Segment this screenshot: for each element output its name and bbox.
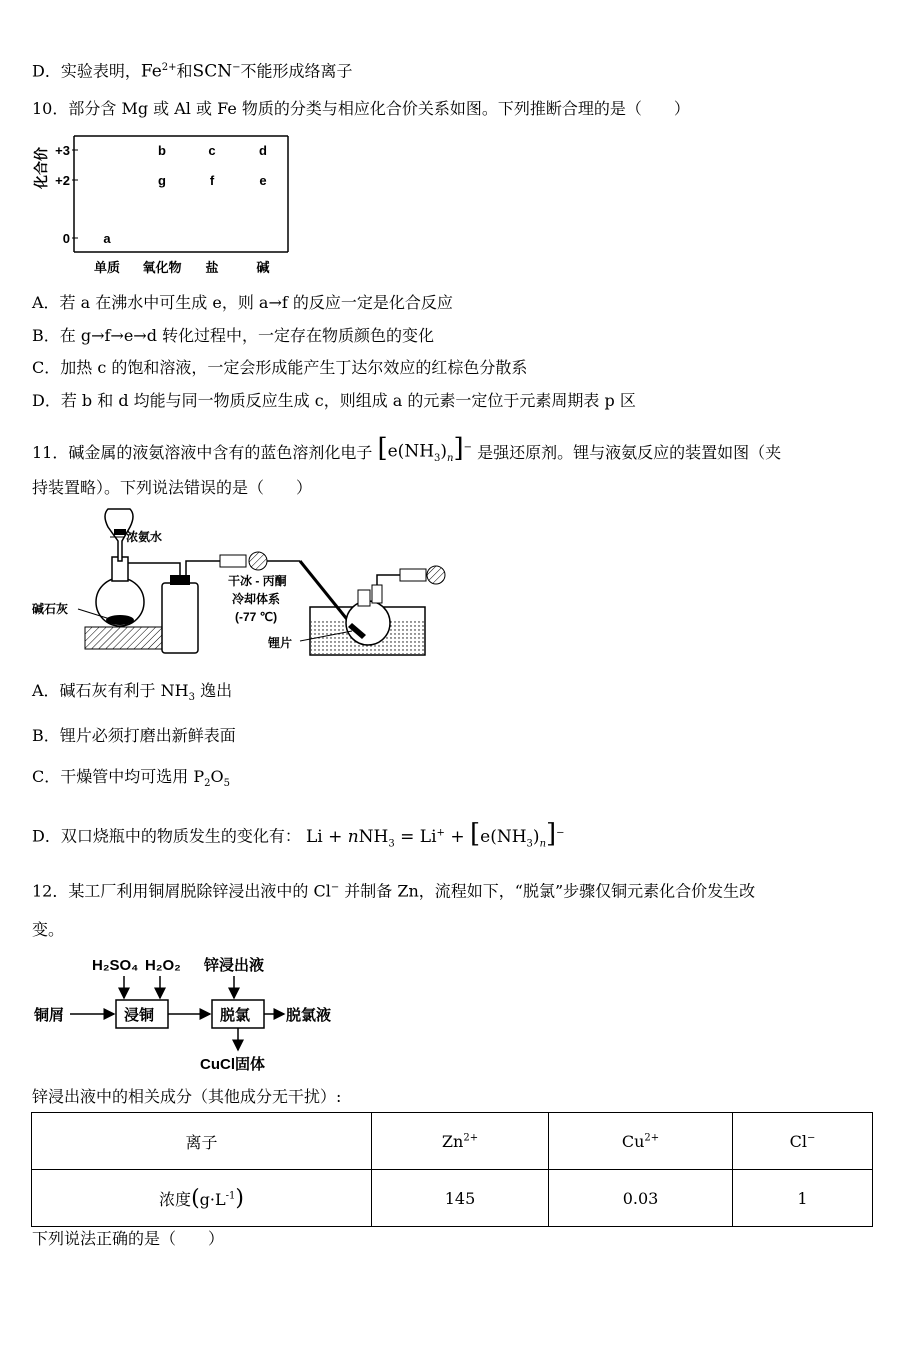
flow-step-dechlorination: 脱氯 [220, 1007, 251, 1024]
y-tick-label: +3 [55, 143, 70, 158]
flow-reagent-zinc-leachate: 锌浸出液 [204, 957, 265, 974]
flow-reagent-h2o2: H₂O₂ [145, 957, 181, 974]
q10-option-c: C．加热 c 的饱和溶液，一定会形成能产生丁达尔效应的红棕色分散系 [32, 358, 528, 377]
chart-point-a: a [103, 231, 111, 246]
label-cooling-3: (-77 ℃) [235, 610, 278, 624]
flow-output-liquid: 脱氯液 [286, 1007, 332, 1024]
header-cu: $Cu^{2+}$ [549, 1113, 733, 1170]
y-tick-label: +2 [55, 173, 70, 188]
flow-input-copper-scrap: 铜屑 [34, 1007, 65, 1024]
lithium-ammonia-apparatus [30, 505, 460, 665]
chart-point-e: e [259, 173, 267, 188]
q12-question: 下列说法正确的是（ ） [32, 1229, 225, 1248]
q11-option-a [32, 680, 232, 709]
q12-table-caption: 锌浸出液中的相关成分（其他成分无干扰）: [32, 1087, 342, 1106]
fe-charge: 2+ [161, 62, 177, 73]
q12-stem-line2: 变。 [32, 920, 65, 939]
q11-d-equation: $Li + nNH_3 = Li^+ + [e(NH_3)_n]^-$ [305, 818, 565, 850]
q11-option-d [32, 818, 565, 859]
dechlorination-flowchart [32, 952, 362, 1077]
q9-d-and: 和 [176, 61, 193, 81]
flow-reagent-h2so4: H₂SO₄ [92, 957, 139, 974]
q11-a-end: 逸出 [194, 681, 233, 700]
valence-chart-svg [32, 130, 302, 280]
q9-option-d [32, 57, 352, 82]
label-cooling-1: 干冰 - 丙酮 [228, 574, 287, 588]
q10-option-d: D．若 b 和 d 均能与同一物质反应生成 c，则组成 a 的元素一定位于元素周期表 p 区 [32, 391, 636, 410]
q12-cl-charge: − [330, 882, 340, 893]
chart-point-d: d [259, 143, 267, 158]
label-ammonia-water: 浓氨水 [126, 530, 163, 544]
q11-c-mid: O [210, 767, 224, 786]
q12-stem-end: 并制备 Zn，流程如下，“脱氯”步骤仅铜元素化合价发生改 [339, 881, 756, 901]
cell-cu-value: 0.03 [549, 1170, 733, 1227]
q10-option-b: B．在 g→f→e→d 转化过程中，一定存在物质颜色的变化 [32, 326, 435, 345]
q10-option-a: A．若 a 在沸水中可生成 e，则 a→f 的反应一定是化合反应 [32, 293, 453, 312]
flow-step-copper-leach: 浸铜 [124, 1007, 155, 1024]
q11-stem-b: 是强还原剂。锂与液氨反应的装置如图（夹 [477, 443, 782, 463]
chart-point-g: g [158, 173, 166, 188]
q11-option-b: B．锂片必须打磨出新鲜表面 [32, 726, 236, 745]
solvated-electron-formula: $[e(NH_3)_n]^-$ [377, 433, 473, 465]
label-soda-lime: 碱石灰 [32, 602, 69, 616]
ion-concentration-table [31, 1112, 873, 1227]
scn-charge: − [232, 62, 241, 73]
header-zn: $Zn^{2+}$ [372, 1113, 549, 1170]
x-category-label: 氧化物 [142, 260, 182, 275]
q9-d-prefix: D．实验表明， [32, 61, 141, 81]
q11-stem-line2: 持装置略）。下列说法错误的是（ ） [32, 478, 313, 497]
cell-cl-value: 1 [733, 1170, 873, 1227]
flowchart-svg [32, 952, 362, 1077]
q9-d-suffix: 不能形成络离子 [240, 61, 353, 81]
x-category-label: 碱 [256, 260, 270, 275]
chart-point-b: b [158, 143, 166, 158]
q11-a-text: A．碱石灰有利于 NH [32, 681, 189, 700]
q11-option-c [32, 766, 230, 795]
q12-stem-line1 [32, 877, 755, 902]
x-category-label: 单质 [93, 260, 121, 275]
scn-ion: SCN [192, 61, 233, 82]
fe-ion: Fe [140, 61, 162, 82]
table-header-row [32, 1113, 873, 1170]
q11-c-text: C．干燥管中均可选用 P [32, 767, 205, 786]
valence-chart [32, 130, 302, 280]
table-row [32, 1170, 873, 1227]
q10-stem: 10．部分含 Mg 或 Al 或 Fe 物质的分类与相应化合价关系如图。下列推断合理的是（ ） [32, 99, 690, 118]
flow-output-cucl: CuCl固体 [200, 1056, 265, 1073]
q11-a-sub: 3 [188, 692, 195, 704]
y-tick-label: 0 [62, 231, 70, 246]
chart-point-c: c [208, 143, 216, 158]
label-lithium: 锂片 [268, 636, 293, 650]
label-cooling-2: 冷却体系 [232, 592, 281, 606]
q11-c-sub1: 2 [204, 778, 211, 790]
x-category-label: 盐 [205, 260, 219, 275]
header-ion: 离子 [32, 1113, 372, 1170]
apparatus-svg [30, 505, 460, 665]
row-label-concentration: 浓度$(g\cdot L^{-1})$ [32, 1170, 372, 1227]
header-cl: Cl− [733, 1113, 873, 1170]
chart-ylabel: 化合价 [33, 147, 49, 189]
q11-c-sub2: 5 [223, 778, 230, 790]
q11-stem-line1 [32, 433, 781, 474]
q11-stem-a: 11．碱金属的液氨溶液中含有的蓝色溶剂化电子 [32, 443, 373, 463]
chart-point-f: f [209, 173, 215, 188]
cell-zn-value: 145 [372, 1170, 549, 1227]
q12-stem-a: 12．某工厂利用铜屑脱除锌浸出液中的 Cl [32, 881, 331, 901]
q11-d-text: D．双口烧瓶中的物质发生的变化有： [32, 826, 301, 846]
